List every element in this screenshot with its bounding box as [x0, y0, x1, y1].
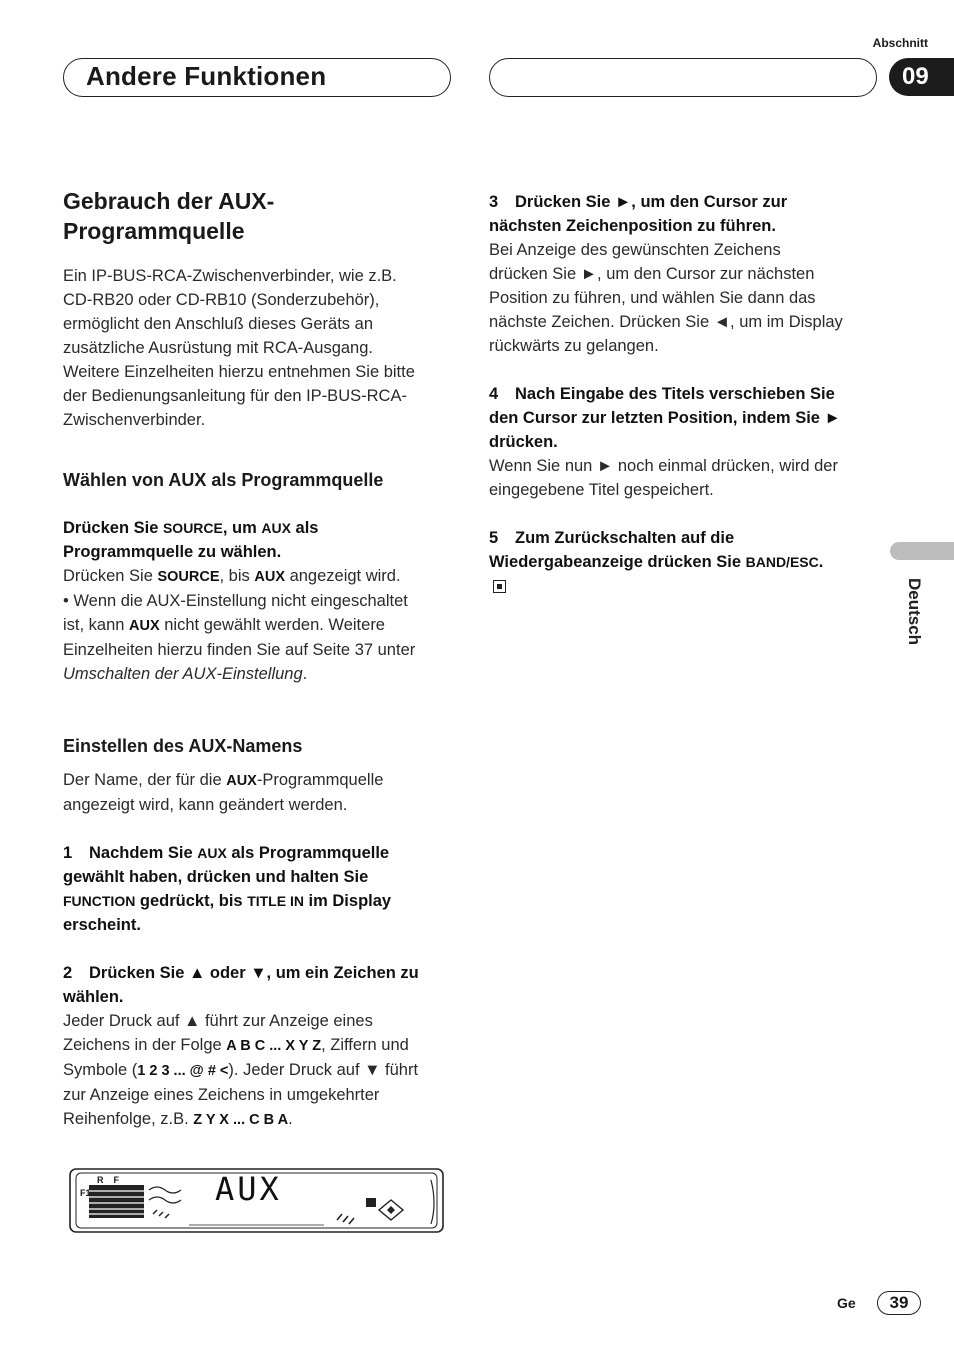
text: ). Jeder Druck auf ▼ führt: [228, 1061, 419, 1079]
step-2-body-line2: [63, 1033, 455, 1058]
step-3-body: Position zu führen, und wählen Sie dann das: [489, 289, 816, 307]
step-2-body-line3: [63, 1058, 455, 1083]
side-tab-marker: [890, 542, 954, 560]
reverse-sequence: Z Y X ... C B A: [193, 1112, 289, 1128]
text: ist, kann: [63, 616, 130, 634]
source-key: SOURCE: [157, 569, 220, 585]
step-number: 1: [63, 844, 73, 862]
text: Drücken Sie: [63, 519, 163, 537]
symbol-sequence: 1 2 3 ... @ # <: [137, 1063, 229, 1079]
step-1: [63, 841, 455, 937]
text: -Programmquelle: [256, 771, 384, 789]
step-3-body: drücken Sie ►, um den Cursor zur nächsten: [489, 265, 815, 283]
text: .: [302, 665, 308, 683]
display-indicators: R F: [97, 1175, 119, 1185]
text: nicht gewählt werden. Weitere: [159, 616, 385, 634]
text: .: [818, 553, 824, 571]
text: Reihenfolge, z.B.: [63, 1110, 194, 1128]
step-1-line1: [63, 841, 455, 865]
char-sequence: A B C ... X Y Z: [226, 1038, 322, 1054]
main-heading: [63, 186, 455, 246]
sub1-bullet-line1: • Wenn die AUX-Einstellung nicht eingeschaltet: [63, 592, 408, 610]
aux-key: AUX: [226, 773, 257, 789]
sub2-intro-line2: angezeigt wird, kann geändert werden.: [63, 796, 348, 814]
text: Drücken Sie ▲ oder ▼, um ein Zeichen zu: [89, 964, 419, 982]
step-3-line1: [489, 190, 881, 214]
text: angezeigt wird.: [285, 567, 401, 585]
intro-line: CD-RB20 oder CD-RB10 (Sonderzubehör),: [63, 291, 380, 309]
end-marker-row: [489, 574, 881, 598]
step-5: [489, 526, 881, 598]
step-1-line3: [63, 889, 455, 913]
step-2-line2: wählen.: [63, 988, 124, 1006]
text: gedrückt, bis: [135, 892, 248, 910]
sub1-step-line1: [63, 516, 455, 540]
intro-paragraph: [63, 264, 455, 432]
step-2-body-line1: Jeder Druck auf ▲ führt zur Anzeige eines: [63, 1012, 373, 1030]
step-3-body: nächste Zeichen. Drücken Sie ◄, um im Display: [489, 313, 843, 331]
page-number: 39: [877, 1291, 921, 1315]
text: .: [288, 1110, 293, 1128]
sub1-bullet-line3: Einzelheiten hierzu finden Sie auf Seite 37 unter: [63, 641, 416, 659]
step-number: 3: [489, 193, 499, 211]
intro-line: zusätzliche Ausrüstung mit RCA-Ausgang.: [63, 339, 373, 357]
display-illustration: [69, 1168, 445, 1234]
aux-key: AUX: [197, 845, 227, 861]
step-4-line1: [489, 382, 881, 406]
step-2-body-line4: zur Anzeige eines Zeichens in umgekehrter: [63, 1086, 380, 1104]
right-column: [489, 190, 881, 598]
sub1-step: [63, 516, 455, 686]
step-3-line2: nächsten Zeichenposition zu führen.: [489, 217, 776, 235]
step-3-body: rückwärts zu gelangen.: [489, 337, 659, 355]
step-4: [489, 382, 881, 502]
sub1-heading: Wählen von AUX als Programmquelle: [63, 470, 384, 490]
section-title-bar: [63, 58, 451, 97]
chapter-number: 09: [889, 58, 954, 96]
text: Symbole (: [63, 1061, 138, 1079]
text: Zeichens in der Folge: [63, 1036, 227, 1054]
step-2-body-line5: [63, 1107, 455, 1132]
function-key: FUNCTION: [63, 893, 136, 909]
text: Drücken Sie: [63, 567, 158, 585]
source-key: SOURCE: [162, 520, 223, 536]
step-1-line4: erscheint.: [63, 916, 141, 934]
step-2-line1: [63, 961, 455, 985]
intro-line: ermöglicht den Anschluß dieses Geräts an: [63, 315, 373, 333]
step-3-body: Bei Anzeige des gewünschten Zeichens: [489, 241, 781, 259]
sub1-bullet-line4: [63, 662, 455, 686]
step-1-line2: gewählt haben, drücken und halten Sie: [63, 868, 369, 886]
display-f1-label: F1: [80, 1188, 91, 1198]
intro-line: Ein IP-BUS-RCA-Zwischenverbinder, wie z.B.: [63, 267, 397, 285]
display-text: AUX: [215, 1170, 282, 1208]
step-number: 4: [489, 385, 499, 403]
step-2: [63, 961, 455, 1132]
text: Drücken Sie ►, um den Cursor zur: [515, 193, 788, 211]
text: Zum Zurückschalten auf die: [515, 529, 735, 547]
band-esc-key: BAND/ESC: [745, 554, 819, 570]
step-number: 2: [63, 964, 73, 982]
intro-line: Weitere Einzelheiten hierzu entnehmen Sie bitte: [63, 363, 415, 381]
text: , Ziffern und: [321, 1036, 409, 1054]
sub2-intro: [63, 768, 455, 817]
language-label: Deutsch: [905, 578, 924, 646]
abschnitt-label: Abschnitt: [872, 36, 928, 50]
text: Nachdem Sie: [89, 844, 198, 862]
header-empty-bar: [489, 58, 877, 97]
end-of-section-icon: [493, 580, 506, 593]
sub2-heading: Einstellen des AUX-Namens: [63, 736, 303, 756]
text: Wiedergabeanzeige drücken Sie: [489, 553, 746, 571]
main-heading-line2: Programmquelle: [63, 218, 245, 244]
step-3: [489, 190, 881, 358]
section-title: Andere Funktionen: [86, 61, 327, 91]
aux-key: AUX: [254, 569, 285, 585]
text: , um: [222, 519, 262, 537]
sub1-bullet-line2: [63, 613, 455, 638]
main-heading-line1: Gebrauch der AUX-: [63, 188, 275, 214]
aux-key: AUX: [129, 618, 160, 634]
step-4-body: eingegebene Titel gespeichert.: [489, 481, 714, 499]
step-5-line2: [489, 550, 881, 574]
step-4-body: Wenn Sie nun ► noch einmal drücken, wird der: [489, 457, 838, 475]
text: im Display: [303, 892, 392, 910]
sub2-intro-line1: [63, 768, 455, 793]
step-5-line1: [489, 526, 881, 550]
step-4-line3: drücken.: [489, 433, 558, 451]
step-number: 5: [489, 529, 499, 547]
footer-language: Ge: [837, 1295, 856, 1311]
text: als Programmquelle: [226, 844, 390, 862]
aux-key: AUX: [261, 520, 291, 536]
title-in-label: TITLE IN: [247, 893, 304, 909]
step-4-line2: den Cursor zur letzten Position, indem Sie ►: [489, 409, 841, 427]
intro-line: der Bedienungsanleitung für den IP-BUS-RCA-: [63, 387, 407, 405]
sub1-step-line2: Programmquelle zu wählen.: [63, 543, 282, 561]
text: Nach Eingabe des Titels verschieben Sie: [515, 385, 835, 403]
text: , bis: [219, 567, 255, 585]
text: als: [290, 519, 319, 537]
cross-reference: Umschalten der AUX-Einstellung: [63, 665, 303, 683]
text: Der Name, der für die: [63, 771, 227, 789]
intro-line: Zwischenverbinder.: [63, 411, 206, 429]
left-column: [63, 186, 455, 1132]
sub1-body-line1: [63, 564, 455, 589]
